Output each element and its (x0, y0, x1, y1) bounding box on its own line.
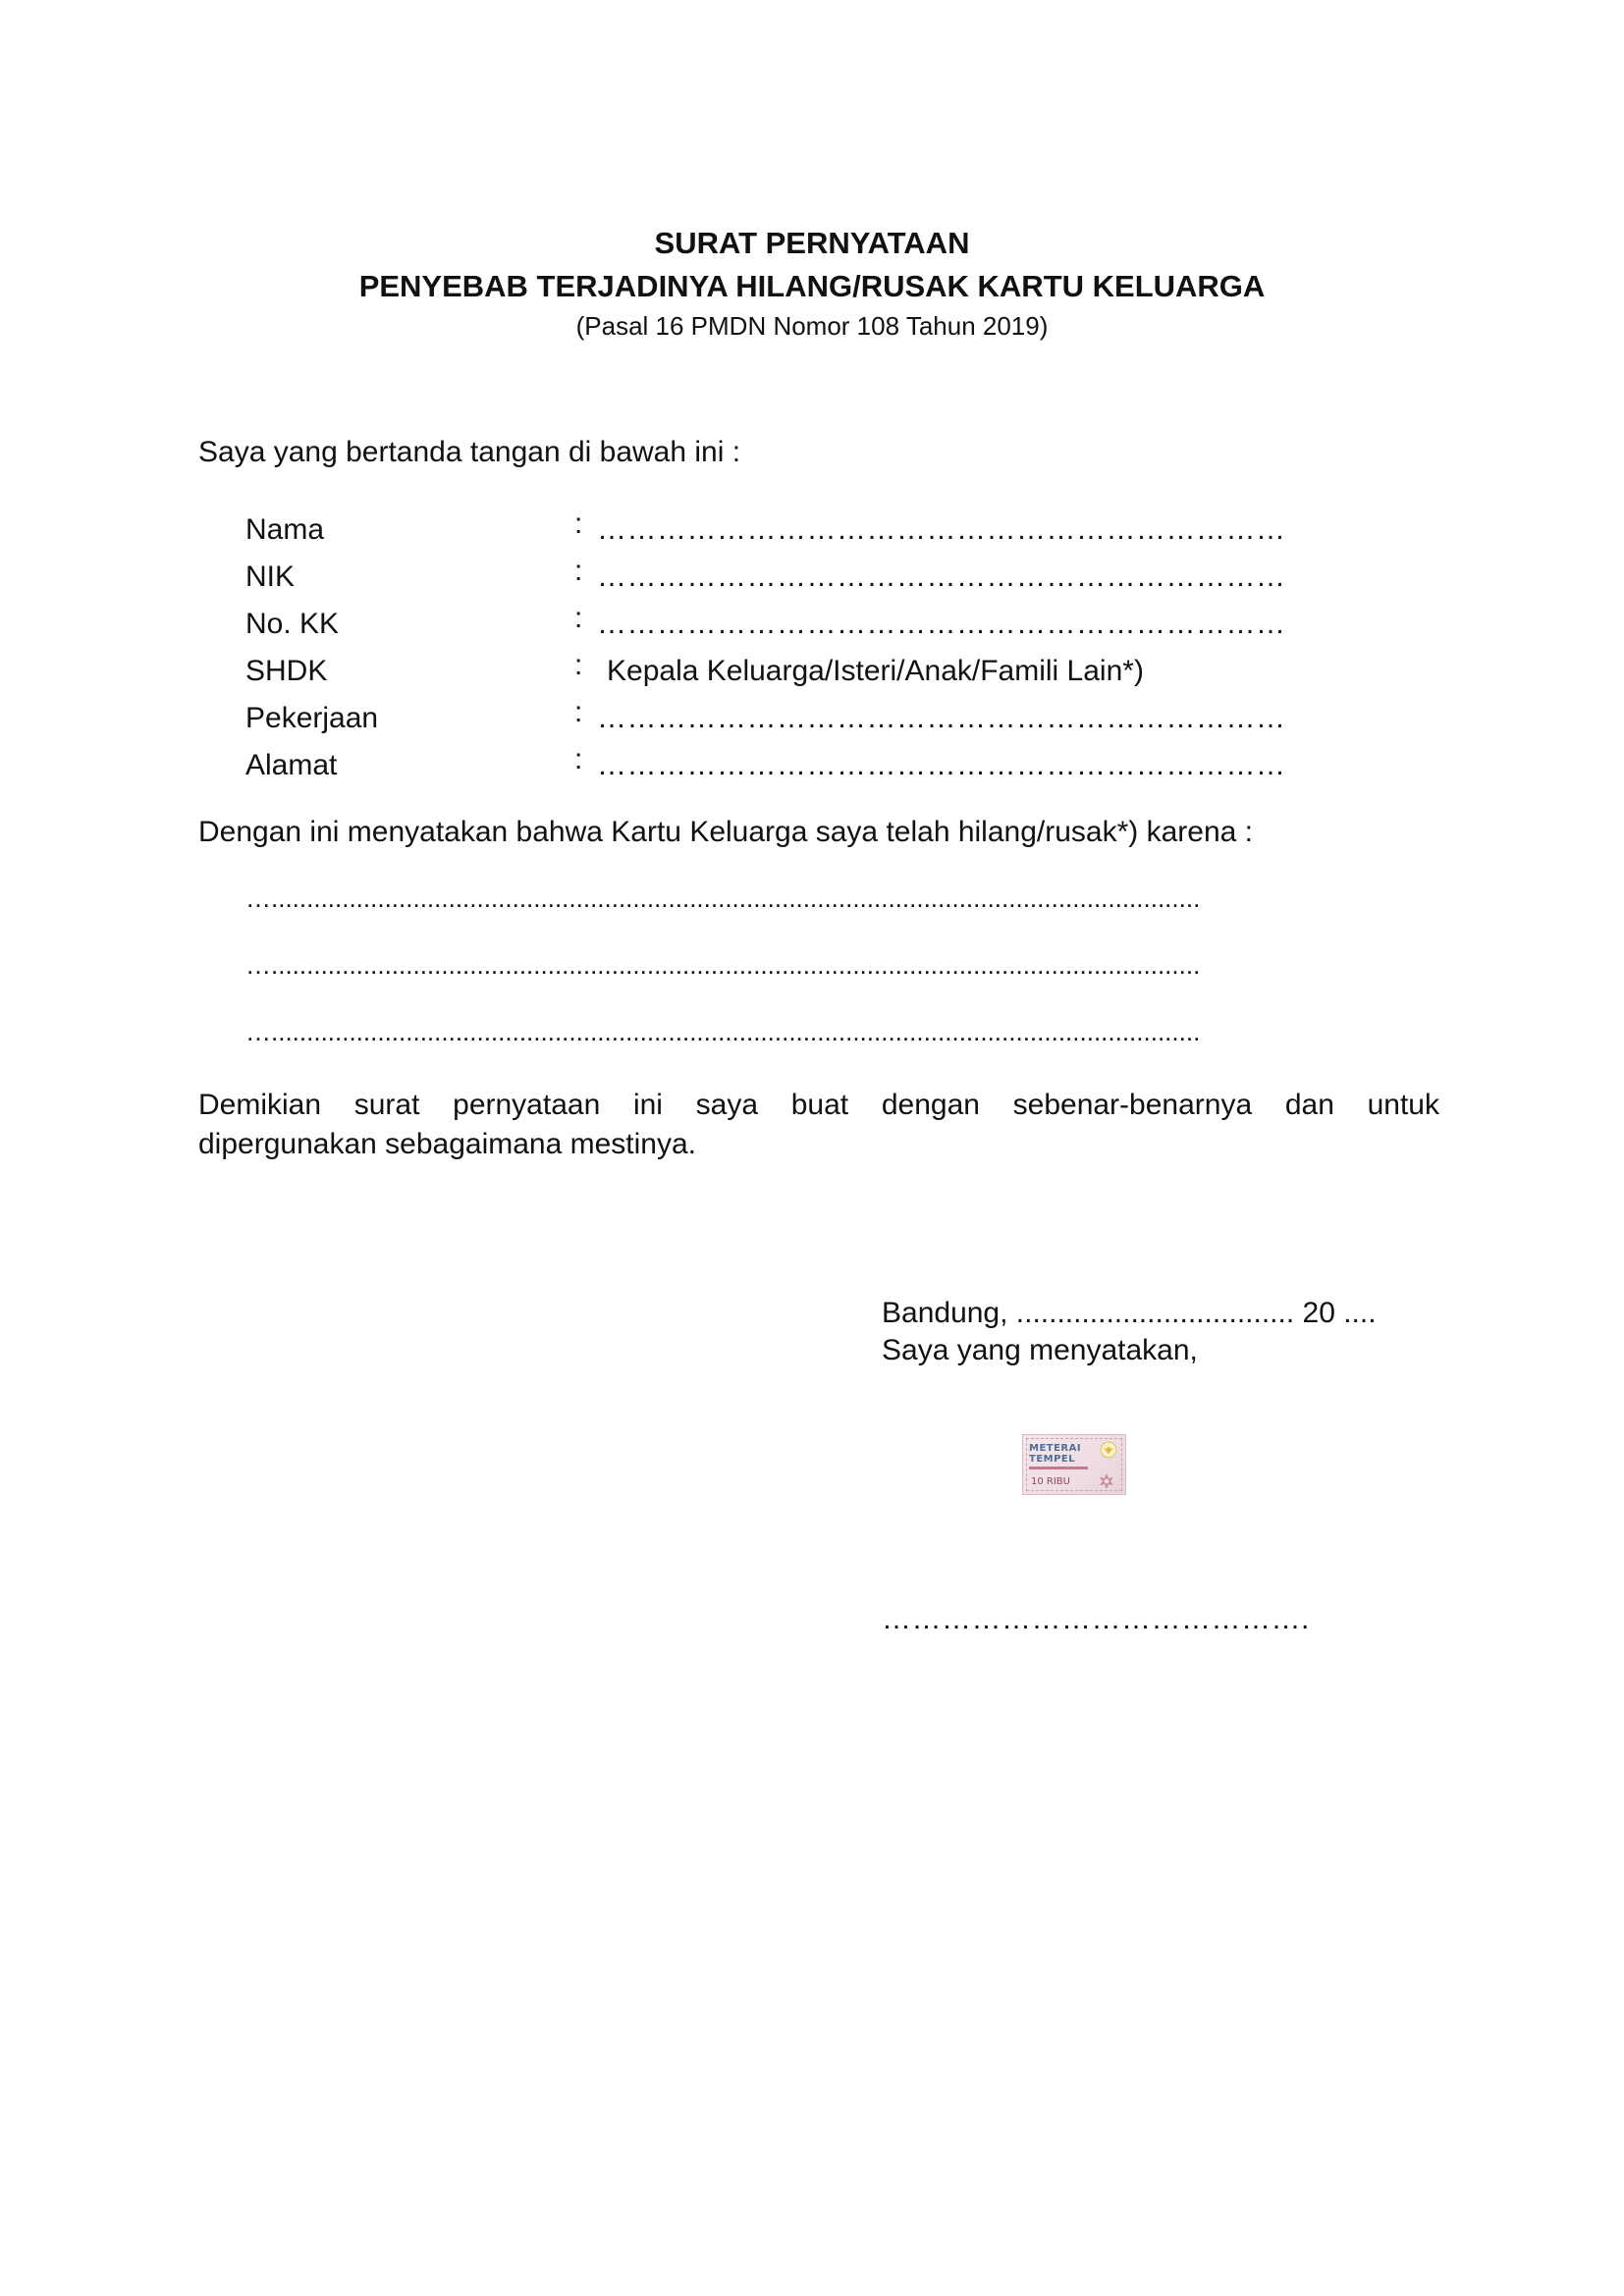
stamp-word: METERAI (1029, 1443, 1082, 1454)
field-value-blank: …………………………………………………………… (597, 513, 1286, 546)
field-row-nama (245, 507, 1375, 554)
reason-blank-line: …................................................................................................................................... (245, 883, 1201, 913)
meterai-stamp (1022, 1434, 1126, 1495)
stamp-bar (1029, 1467, 1088, 1469)
field-row-no-kk (245, 601, 1375, 648)
closing-line: dipergunakan sebagaimana mestinya. (198, 1128, 696, 1160)
field-row-alamat (245, 742, 1375, 789)
field-colon: : (574, 696, 583, 728)
field-value-blank: …………………………………………………………… (597, 561, 1286, 593)
intro-text: Saya yang bertanda tangan di bawah ini : (198, 436, 741, 468)
closing-line: Demikian surat pernyataan ini saya buat dengan sebenar-benarnya dan untuk (198, 1089, 1439, 1121)
field-label: No. KK (245, 608, 340, 640)
field-colon: : (574, 602, 583, 634)
field-row-shdk (245, 648, 1375, 695)
field-label: Nama (245, 513, 325, 546)
field-row-pekerjaan (245, 695, 1375, 742)
garuda-emblem-icon (1100, 1441, 1117, 1459)
document-title-line2: PENYEBAB TERJADINYA HILANG/RUSAK KARTU KELUARGA (358, 269, 1266, 303)
field-label: SHDK (245, 655, 328, 687)
identity-fields (245, 507, 1375, 789)
stamp-value: 10 RIBU (1031, 1476, 1070, 1487)
field-row-nik (245, 554, 1375, 601)
closing-paragraph (198, 1086, 1439, 1164)
field-colon: : (574, 507, 583, 540)
reason-blank-line: …................................................................................................................................... (245, 950, 1201, 980)
field-label: Alamat (245, 749, 338, 781)
field-value-blank: …………………………………………………………… (597, 608, 1286, 640)
field-colon: : (574, 743, 583, 775)
field-value-shdk-options: Kepala Keluarga/Isteri/Anak/Famili Lain*) (607, 655, 1144, 687)
statement-text: Dengan ini menyatakan bahwa Kartu Keluarga saya telah hilang/rusak*) karena : (198, 816, 1253, 848)
signature-name-line: ……………………………………. (882, 1603, 1310, 1635)
field-value-blank: …………………………………………………………… (597, 702, 1286, 734)
stamp-word: TEMPEL (1029, 1454, 1076, 1465)
reason-blank-line: …................................................................................................................................... (245, 1017, 1201, 1046)
field-value-blank: …………………………………………………………… (597, 749, 1286, 781)
signer-label: Saya yang menyatakan, (882, 1334, 1198, 1366)
field-label: NIK (245, 561, 296, 593)
field-colon: : (574, 555, 583, 587)
field-colon: : (574, 649, 583, 681)
place-date: Bandung, .................................. 20 .... (882, 1297, 1377, 1329)
document-subtitle: (Pasal 16 PMDN Nomor 108 Tahun 2019) (575, 311, 1049, 341)
rosette-icon (1098, 1472, 1115, 1490)
document-title: SURAT PERNYATAAN (654, 226, 970, 260)
field-label: Pekerjaan (245, 702, 379, 734)
